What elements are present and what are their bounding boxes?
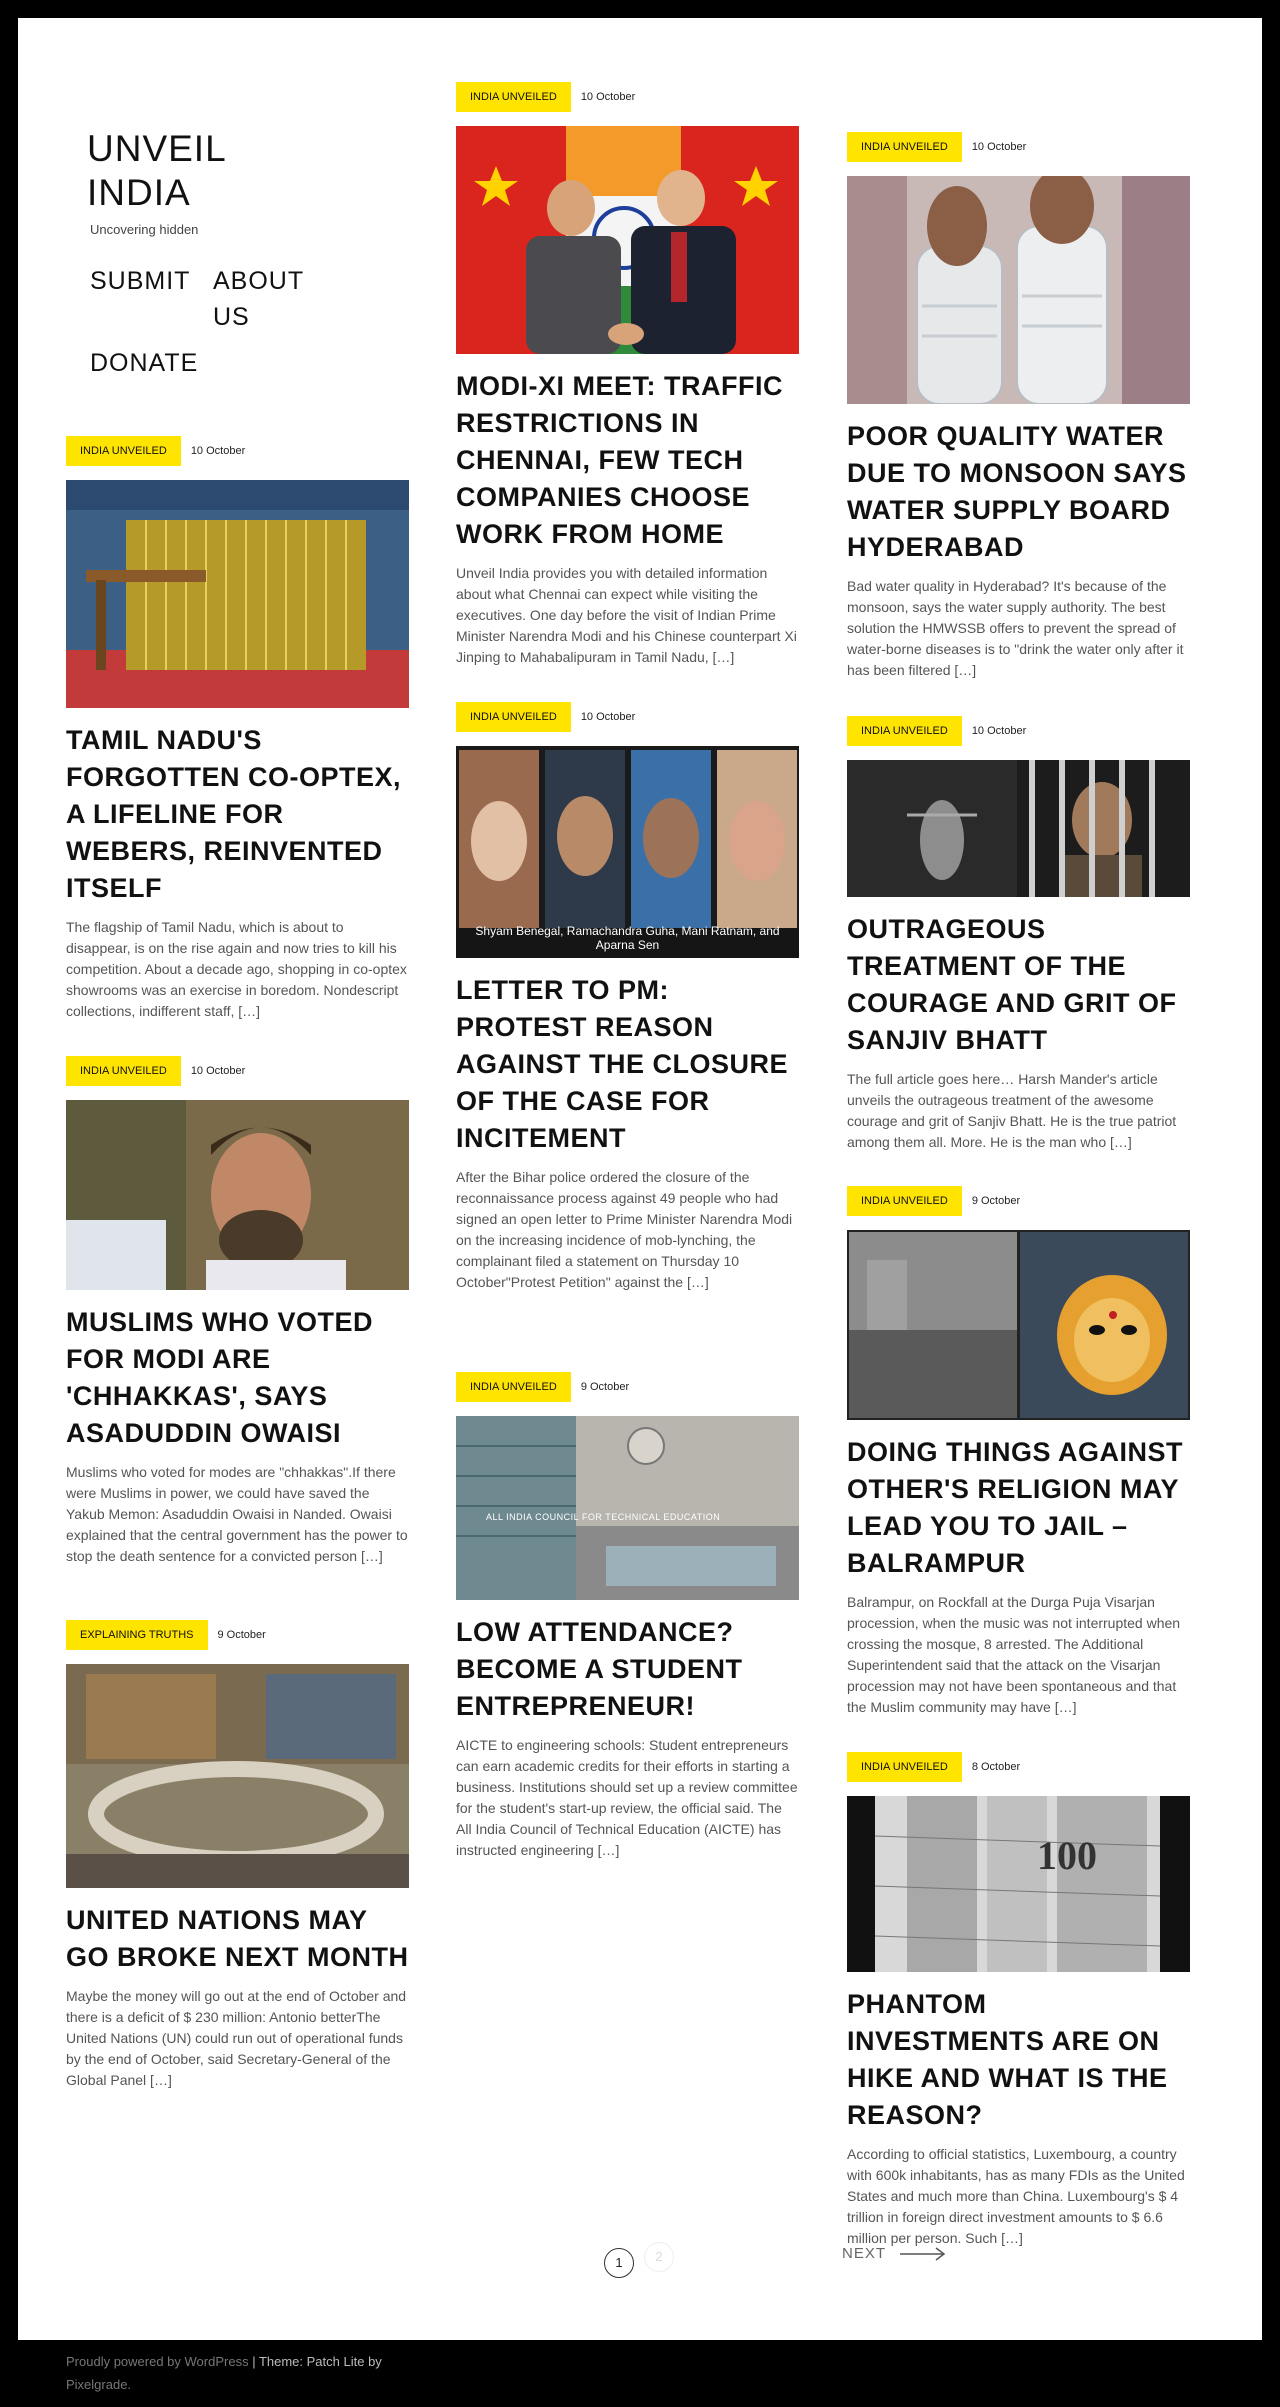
durga-puja-image: [847, 1230, 1190, 1420]
nav-submit[interactable]: SUBMIT: [90, 267, 191, 295]
category-badge[interactable]: INDIA UNVEILED: [847, 716, 962, 746]
post-card: [847, 1186, 1190, 1718]
category-badge[interactable]: INDIA UNVEILED: [847, 132, 962, 162]
post-title[interactable]: DOING THINGS AGAINST OTHER'S RELIGION MAY LEAD YOU TO JAIL – BALRAMPUR: [847, 1437, 1184, 1578]
page-number-2[interactable]: 2: [644, 2242, 674, 2272]
category-badge[interactable]: INDIA UNVEILED: [456, 82, 571, 112]
post-date[interactable]: 10 October: [971, 141, 1027, 153]
footer-theme-text: Theme: Patch Lite by: [258, 2354, 382, 2369]
post-title[interactable]: LOW ATTENDANCE? BECOME A STUDENT ENTREPRENEUR!: [456, 1617, 743, 1721]
post-excerpt: Bad water quality in Hyderabad? It's because of the monsoon, says the water supply authority. The best solution the HMWSSB offers to prevent the spread of water-borne diseases is to "drink the water only after it has been filtered […]: [847, 578, 1184, 678]
post-excerpt: The flagship of Tamil Nadu, which is about to disappear, is on the rise again and now tries to kill his competition. About a decade ago, shopping in co-optex showrooms was an exercise in boredom. Nondescript collections, indifferent staff, […]: [66, 919, 407, 1019]
dollar-bills-image: [847, 1796, 1190, 1972]
category-badge[interactable]: INDIA UNVEILED: [456, 1372, 571, 1402]
portraits-caption: Shyam Benegal, Ramachandra Guha, Mani Ratnam, and Aparna Sen: [475, 924, 780, 952]
post-thumbnail[interactable]: [66, 1664, 409, 1888]
category-badge[interactable]: INDIA UNVEILED: [456, 702, 571, 732]
building-sign: ALL INDIA COUNCIL FOR TECHNICAL EDUCATION: [486, 1512, 721, 1522]
post-excerpt: According to official statistics, Luxembourg, a country with 600k inhabitants, has as many FDIs as the United States and much more than China. Luxembourg's $ 4 trillion in foreign direct investment amounts to $ 6.6 million per person. Such […]: [847, 2146, 1185, 2246]
footer-separator: |: [248, 2354, 259, 2369]
owaisi-image: [66, 1100, 409, 1290]
category-badge[interactable]: INDIA UNVEILED: [847, 1752, 962, 1782]
post-card: [847, 716, 1190, 1153]
post-title[interactable]: MUSLIMS WHO VOTED FOR MODI ARE 'CHHAKKAS', SAYS ASADUDDIN OWAISI: [66, 1307, 373, 1448]
post-title[interactable]: UNITED NATIONS MAY GO BROKE NEXT MONTH: [66, 1905, 409, 1972]
post-card: [66, 1620, 409, 2091]
post-excerpt: After the Bihar police ordered the closure of the reconnaissance process against 49 people who had signed an open letter to Prime Minister Narendra Modi on the increasing incidence of mob-lynching, the complainant filed a statement on Thursday 10 October"Protest Petition" against the […]: [456, 1169, 793, 1290]
post-title[interactable]: TAMIL NADU'S FORGOTTEN CO-OPTEX, A LIFELINE FOR WEBERS, REINVENTED ITSELF: [66, 725, 402, 903]
post-date[interactable]: 10 October: [580, 91, 636, 103]
category-badge[interactable]: INDIA UNVEILED: [847, 1186, 962, 1216]
post-card: [66, 436, 409, 1022]
footer-powered-link[interactable]: Proudly powered by WordPress: [66, 2354, 249, 2369]
footer-author-link[interactable]: Pixelgrade.: [66, 2377, 132, 2392]
aicte-building-image: [456, 1416, 799, 1600]
post-date[interactable]: 10 October: [580, 711, 636, 723]
post-thumbnail[interactable]: [66, 1100, 409, 1290]
post-card: [66, 1056, 409, 1567]
post-date[interactable]: 9 October: [971, 1195, 1021, 1207]
next-label: NEXT: [842, 2245, 887, 2262]
post-date[interactable]: 10 October: [190, 1065, 246, 1077]
nav-about-us[interactable]: ABOUT US: [213, 267, 304, 331]
post-thumbnail[interactable]: [847, 1230, 1190, 1420]
post-date[interactable]: 8 October: [971, 1761, 1021, 1773]
post-thumbnail[interactable]: [456, 1416, 799, 1600]
post-title[interactable]: LETTER TO PM: PROTEST REASON AGAINST THE CLOSURE OF THE CASE FOR INCITEMENT: [456, 975, 789, 1153]
post-thumbnail[interactable]: [847, 760, 1190, 897]
page-number-current[interactable]: 1: [604, 2248, 634, 2278]
post-excerpt: Muslims who voted for modes are "chhakkas".If there were Muslims in power, we could have saved the Yakub Memon: Asaduddin Owaisi in Nanded. Owaisi explained that the central government has the power to stop the death sentence for a convicted person […]: [66, 1464, 408, 1564]
next-page-link[interactable]: [842, 2245, 946, 2262]
arrow-right-icon: [900, 2247, 946, 2261]
post-excerpt: Unveil India provides you with detailed information about what Chennai can expect while visiting the executives. One day before the visit of Indian Prime Minister Narendra Modi and his Chinese counterpart Xi Jinping to Mahabalipuram in Tamil Nadu, […]: [456, 565, 797, 665]
post-title[interactable]: OUTRAGEOUS TREATMENT OF THE COURAGE AND GRIT OF SANJIV BHATT: [847, 914, 1177, 1055]
post-card: [847, 132, 1190, 681]
justice-bars-image: [847, 760, 1190, 897]
post-title[interactable]: PHANTOM INVESTMENTS ARE ON HIKE AND WHAT IS THE REASON?: [847, 1989, 1168, 2130]
site-tagline: Uncovering hidden: [90, 222, 199, 237]
site-footer: [66, 2350, 426, 2396]
bill-denomination: 100: [1037, 1833, 1097, 1878]
post-card: [456, 702, 799, 1293]
post-date[interactable]: 10 October: [190, 445, 246, 457]
post-title[interactable]: POOR QUALITY WATER DUE TO MONSOON SAYS WATER SUPPLY BOARD HYDERABAD: [847, 421, 1187, 562]
post-excerpt: AICTE to engineering schools: Student entrepreneurs can earn academic credits for their efforts in starting a business. Institutions should set up a review committee for the student's start-up review, the official said. The All India Council of Technical Education (AICTE) has instructed engineering […]: [456, 1737, 798, 1858]
post-title[interactable]: MODI-XI MEET: TRAFFIC RESTRICTIONS IN CHENNAI, FEW TECH COMPANIES CHOOSE WORK FROM HOME: [456, 371, 783, 549]
post-excerpt: Maybe the money will go out at the end of October and there is a deficit of $ 230 million: Antonio betterThe United Nations (UN) could run out of operational funds by the end of October, said Secretary-General of the Global Panel […]: [66, 1988, 407, 2088]
category-badge[interactable]: EXPLAINING TRUTHS: [66, 1620, 208, 1650]
post-thumbnail[interactable]: [456, 746, 799, 958]
post-date[interactable]: 10 October: [971, 725, 1027, 737]
post-excerpt: The full article goes here… Harsh Mander's article unveils the outrageous treatment of the awesome courage and grit of Sanjiv Bhatt. He is the true patriot among them all. More. He is the man who […]: [847, 1071, 1177, 1150]
post-date[interactable]: 9 October: [580, 1381, 630, 1393]
post-card: [456, 1372, 799, 1861]
handshake-image: [456, 126, 799, 354]
site-title[interactable]: UNVEIL INDIA: [87, 128, 226, 213]
post-thumbnail[interactable]: [847, 176, 1190, 404]
post-thumbnail[interactable]: [66, 480, 409, 708]
post-thumbnail[interactable]: [456, 126, 799, 354]
post-card: [456, 82, 799, 668]
post-thumbnail[interactable]: [847, 1796, 1190, 1972]
water-bottles-image: [847, 176, 1190, 404]
category-badge[interactable]: INDIA UNVEILED: [66, 1056, 181, 1086]
nav-donate[interactable]: DONATE: [90, 349, 199, 377]
loom-image: [66, 480, 409, 708]
category-badge[interactable]: INDIA UNVEILED: [66, 436, 181, 466]
un-council-image: [66, 1664, 409, 1888]
post-date[interactable]: 9 October: [217, 1629, 266, 1641]
post-card: [847, 1752, 1190, 2249]
post-excerpt: Balrampur, on Rockfall at the Durga Puja Visarjan procession, when the music was not interrupted when crossing the mosque, 8 arrested. The Additional Superintendent said that the attack on the Visarjan procession may not have been spontaneous and that the Muslim community may have […]: [847, 1594, 1181, 1715]
